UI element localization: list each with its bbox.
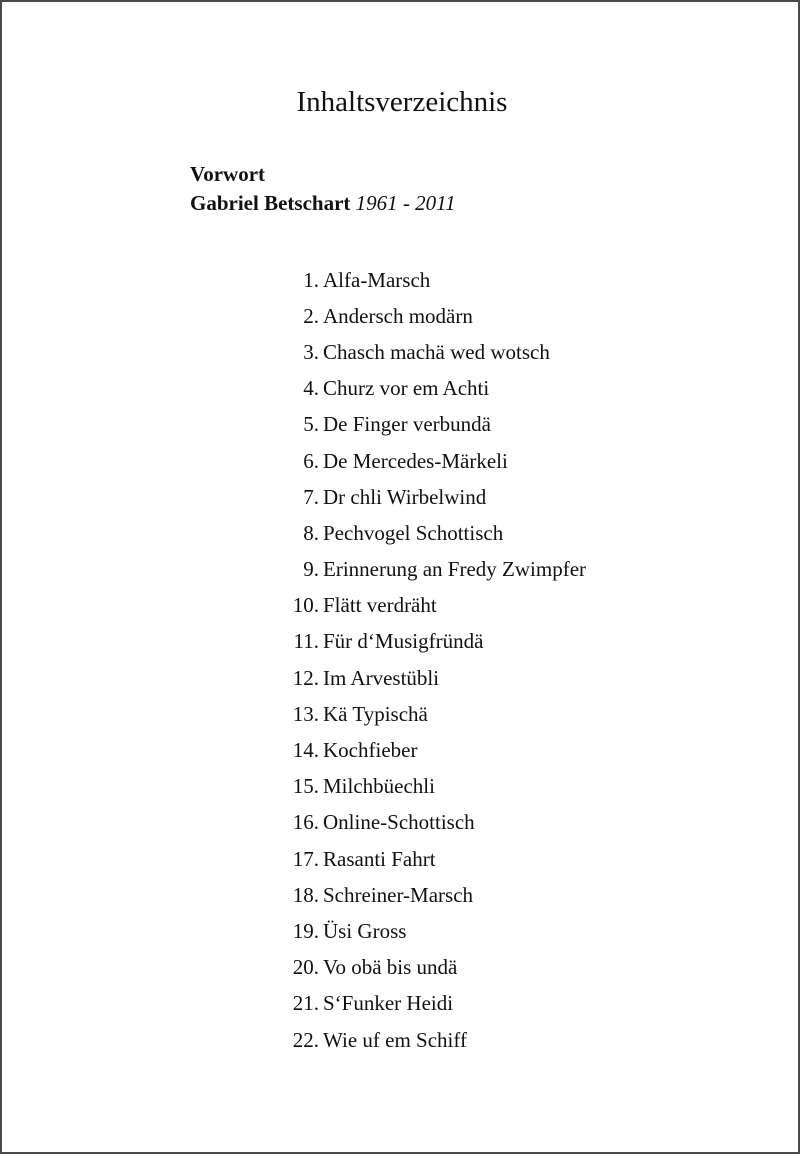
toc-entry-title: Dr chli Wirbelwind	[323, 484, 487, 509]
toc-entry-number: 20.	[292, 955, 319, 980]
toc-entry-title: Pechvogel Schottisch	[323, 520, 504, 545]
toc-entry-number: 10.	[292, 593, 319, 618]
toc-entry-number: 17.	[292, 846, 319, 871]
toc-entry-number: 8.	[303, 520, 319, 545]
dedication-name: Gabriel Betschart	[190, 191, 351, 215]
toc-entry-number: 1.	[303, 267, 319, 292]
toc-entry-title: Kä Typischä	[323, 701, 428, 726]
preface-label: Vorwort	[190, 162, 266, 186]
toc-entry	[272, 443, 586, 479]
toc-entry	[272, 479, 586, 515]
toc-entry-title: Im Arvestübli	[323, 665, 440, 690]
toc-entry-title: Schreiner-Marsch	[323, 882, 474, 907]
toc-entry-title: Andersch modärn	[323, 303, 473, 328]
toc-entry-title: Üsi Gross	[323, 918, 407, 943]
toc-entry	[272, 1022, 586, 1058]
toc-entry	[272, 407, 586, 443]
preface-entry	[190, 160, 456, 189]
toc-entry-title: Rasanti Fahrt	[323, 846, 436, 871]
toc-entry-number: 7.	[303, 484, 319, 509]
toc-entry-title: Chasch machä wed wotsch	[323, 339, 550, 364]
toc-entry-number: 6.	[303, 448, 319, 473]
toc-entry-title: Für d‘Musigfründä	[323, 629, 484, 654]
toc-entry-number: 15.	[292, 774, 319, 799]
toc-entry	[272, 515, 586, 551]
toc-entry	[272, 769, 586, 805]
toc-entry	[272, 660, 586, 696]
front-matter	[190, 160, 456, 218]
toc-entry-number: 21.	[292, 991, 319, 1016]
toc-entry-title: De Finger verbundä	[323, 412, 491, 437]
table-of-contents	[272, 262, 586, 1058]
toc-entry-title: Alfa-Marsch	[323, 267, 431, 292]
toc-entry-title: Milchbüechli	[323, 774, 435, 799]
toc-entry-number: 13.	[292, 701, 319, 726]
toc-entry	[272, 334, 586, 370]
toc-entry	[272, 696, 586, 732]
toc-entry-title: Churz vor em Achti	[323, 376, 490, 401]
toc-entry-number: 9.	[303, 557, 319, 582]
toc-entry-title: Flätt verdräht	[323, 593, 437, 618]
toc-entry-title: S‘Funker Heidi	[323, 991, 454, 1016]
toc-entry-number: 14.	[292, 738, 319, 763]
toc-entry-number: 12.	[292, 665, 319, 690]
dedication-years: 1961 - 2011	[355, 191, 456, 215]
toc-entry	[272, 588, 586, 624]
toc-entry	[272, 552, 586, 588]
toc-entry-title: Online-Schottisch	[323, 810, 475, 835]
toc-entry-number: 4.	[303, 376, 319, 401]
toc-entry	[272, 986, 586, 1022]
toc-entry-title: Vo obä bis undä	[323, 955, 458, 980]
toc-entry-number: 2.	[303, 303, 319, 328]
toc-entry-title: De Mercedes-Märkeli	[323, 448, 508, 473]
toc-entry	[272, 913, 586, 949]
toc-entry-number: 5.	[303, 412, 319, 437]
toc-entry-number: 11.	[293, 629, 319, 654]
dedication-entry	[190, 189, 456, 218]
toc-entry-number: 3.	[303, 339, 319, 364]
toc-entry-title: Kochfieber	[323, 738, 418, 763]
toc-entry	[272, 950, 586, 986]
toc-entry-title: Erinnerung an Fredy Zwimpfer	[323, 557, 587, 582]
toc-entry	[272, 371, 586, 407]
toc-entry-number: 16.	[292, 810, 319, 835]
toc-entry	[272, 298, 586, 334]
toc-entry-number: 22.	[292, 1027, 319, 1052]
toc-entry	[272, 877, 586, 913]
page-title: Inhaltsverzeichnis	[296, 86, 508, 118]
toc-entry	[272, 262, 586, 298]
toc-entry	[272, 805, 586, 841]
toc-entry	[272, 841, 586, 877]
toc-entry-title: Wie uf em Schiff	[323, 1027, 467, 1052]
toc-entry	[272, 624, 586, 660]
toc-entry-number: 18.	[292, 882, 319, 907]
toc-entry	[272, 732, 586, 768]
toc-entry-number: 19.	[292, 918, 319, 943]
